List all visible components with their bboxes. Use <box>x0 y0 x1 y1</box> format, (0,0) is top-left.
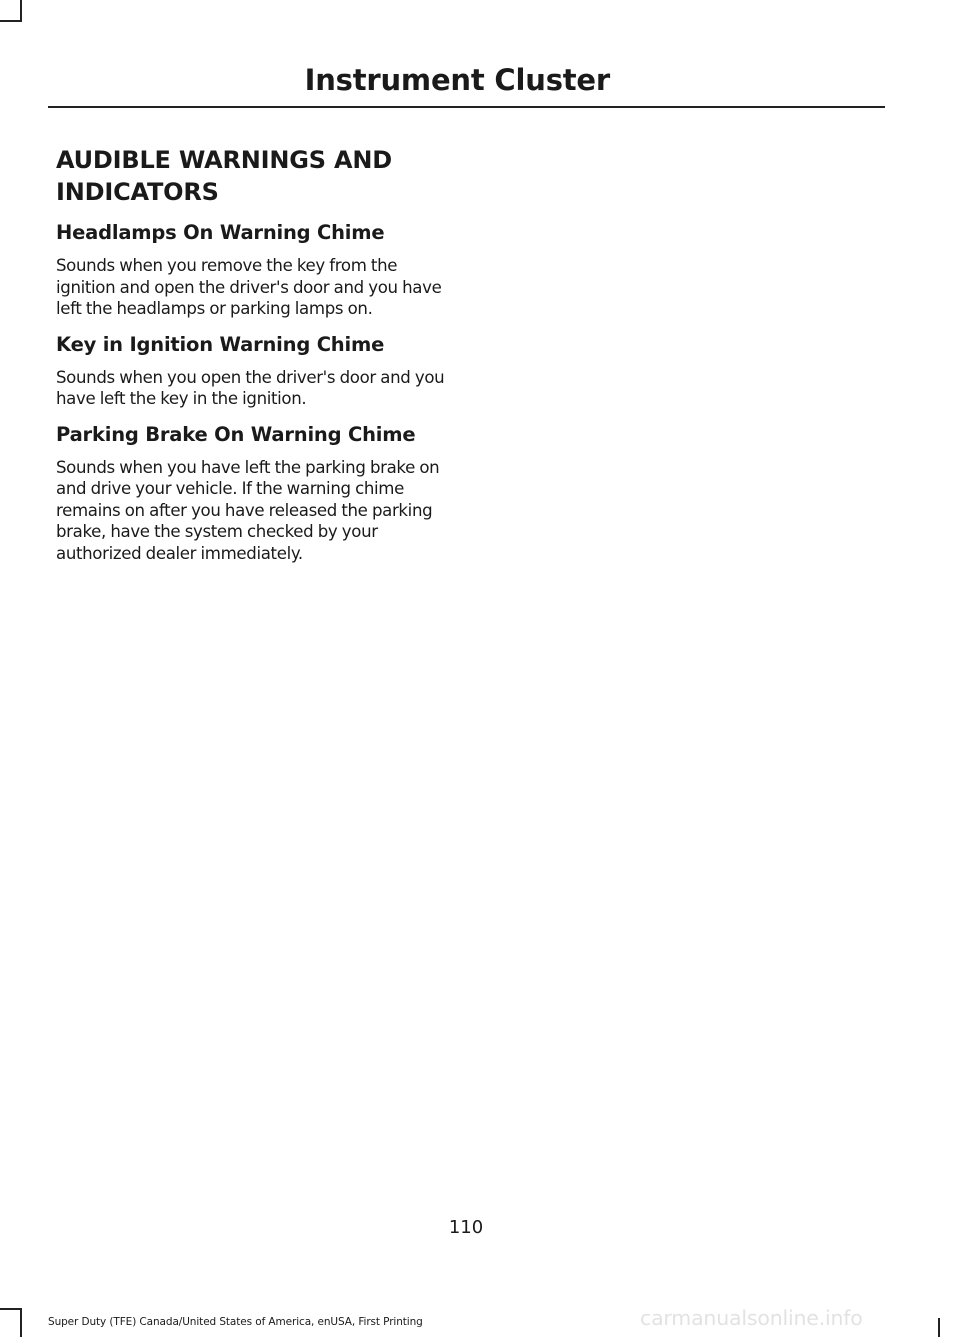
subheading-headlamps-chime: Headlamps On Warning Chime <box>56 221 385 244</box>
paragraph-headlamps-chime: Sounds when you remove the key from the ignition and open the driver's door and you have left the headlamps or parking lamps on. <box>56 256 442 318</box>
paragraph-parking-brake-chime: Sounds when you have left the parking brake on and drive your vehicle. If the warning chime remains on after you have released the parking brake, have the system checked by your authorized dealer immediately. <box>56 457 440 563</box>
crop-mark <box>20 1308 22 1337</box>
content-column <box>56 144 451 576</box>
page-number: 110 <box>448 1217 484 1238</box>
watermark: carmanualsonline.info <box>640 1306 863 1330</box>
crop-mark <box>0 20 22 22</box>
crop-mark <box>20 0 22 22</box>
paragraph-key-ignition-chime: Sounds when you open the driver's door and you have left the key in the ignition. <box>56 367 445 408</box>
page-header-title: Instrument Cluster <box>304 63 610 97</box>
header-divider <box>48 106 885 108</box>
footer-edition: Super Duty (TFE) Canada/United States of America, enUSA, First Printing <box>48 1316 423 1328</box>
crop-mark <box>0 1308 22 1310</box>
subheading-parking-brake-chime: Parking Brake On Warning Chime <box>56 422 416 446</box>
subheading-key-ignition-chime: Key in Ignition Warning Chime <box>56 332 385 356</box>
section-title: AUDIBLE WARNINGS AND INDICATORS <box>56 146 392 206</box>
